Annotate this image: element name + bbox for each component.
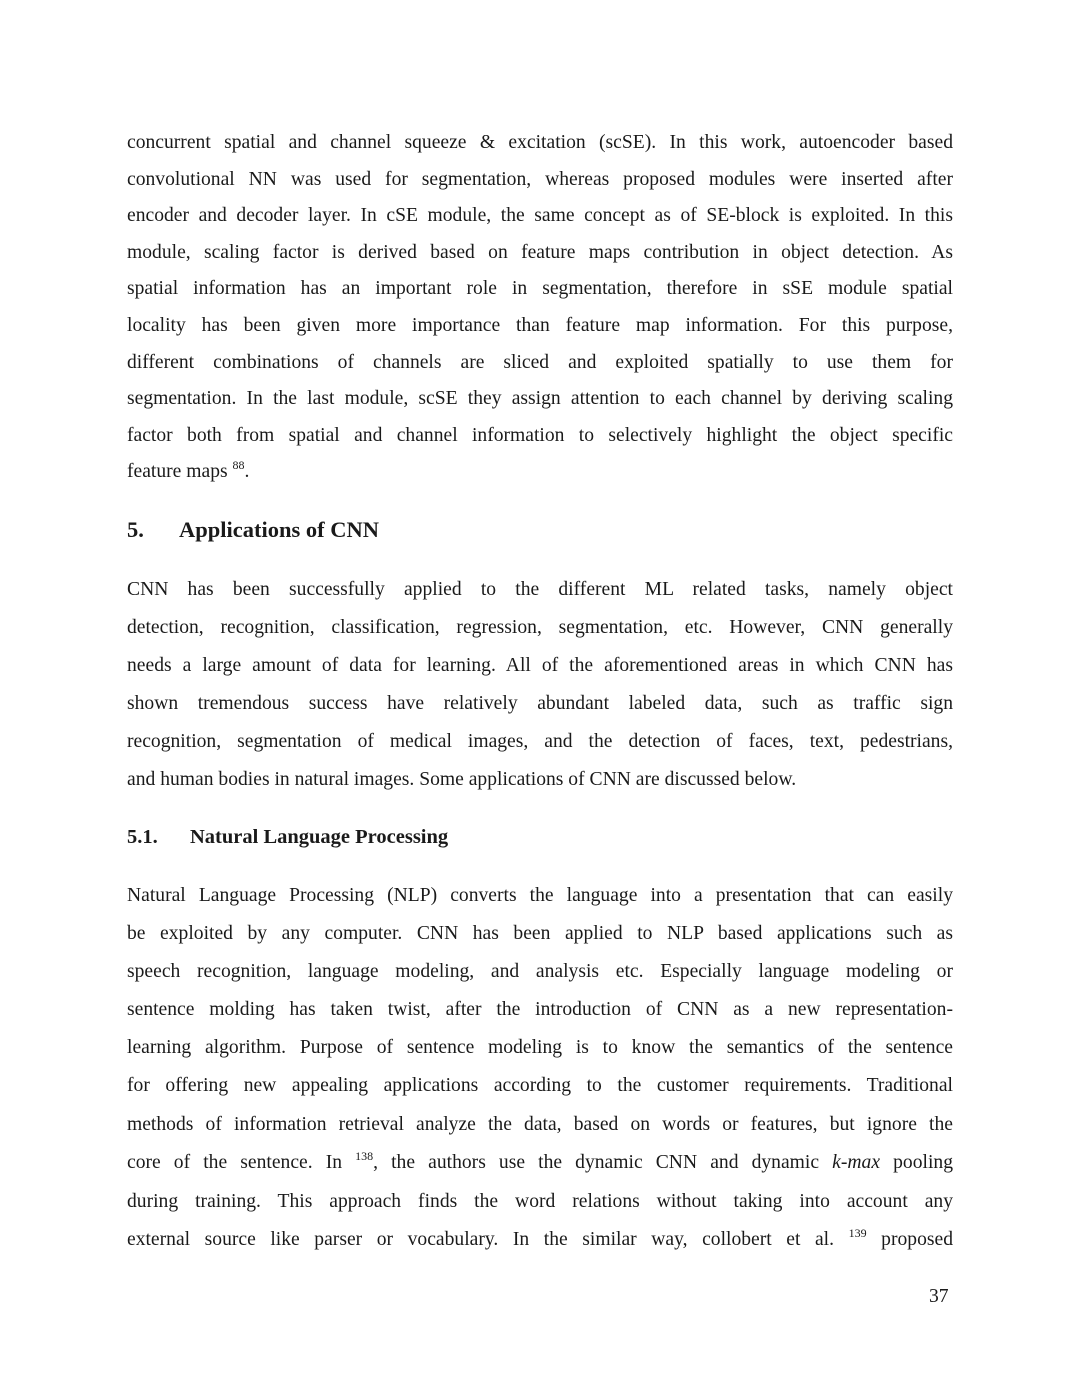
citation-ref[interactable]: 138 xyxy=(355,1148,374,1163)
text-line xyxy=(127,454,953,492)
citation-ref[interactable]: 139 xyxy=(848,1225,867,1240)
subsection-title: Natural Language Processing xyxy=(190,826,449,848)
text-line: methods of information retrieval analyze the data, based on words or features, but ignore the xyxy=(127,1113,953,1135)
text-line: factor both from spatial and channel information to selectively highlight the object specific xyxy=(127,424,953,446)
text-line: shown tremendous success have relatively abundant labeled data, such as traffic sign xyxy=(127,693,953,714)
text-fragment: feature maps xyxy=(127,461,233,483)
paragraph-scse xyxy=(127,125,953,492)
text-line: module, scaling factor is derived based on feature maps contribution in object detection. As xyxy=(127,241,953,263)
text-line xyxy=(127,1221,953,1260)
text-fragment: proposed xyxy=(866,1228,953,1250)
text-line: learning algorithm. Purpose of sentence modeling is to know the semantics of the sentence xyxy=(127,1037,953,1059)
text-line: be exploited by any computer. CNN has been applied to NLP based applications such as xyxy=(127,923,953,945)
paragraph-nlp xyxy=(127,877,953,1260)
text-fragment: pooling xyxy=(880,1151,953,1173)
text-line: locality has been given more importance than feature map information. For this purpose, xyxy=(127,314,953,336)
italic-term: k-max xyxy=(832,1151,881,1173)
text-line: and human bodies in natural images. Some applications of CNN are discussed below. xyxy=(127,769,797,790)
text-line: Natural Language Processing (NLP) converts the language into a presentation that can easily xyxy=(127,885,953,906)
text-line: during training. This approach finds the word relations without taking into account any xyxy=(127,1190,953,1212)
text-line: different combinations of channels are sliced and exploited spatially to use them for xyxy=(127,351,953,373)
text-line: concurrent spatial and channel squeeze & excitation (scSE). In this work, autoencoder based xyxy=(127,132,953,153)
text-line: sentence molding has taken twist, after the introduction of CNN as a new representation- xyxy=(127,999,953,1021)
text-line: speech recognition, language modeling, and analysis etc. Especially language modeling or xyxy=(127,961,953,983)
text-line: recognition, segmentation of medical images, and the detection of faces, text, pedestrians, xyxy=(127,731,953,752)
text-fragment: external source like parser or vocabulary. In the similar way, collobert et al. xyxy=(127,1228,849,1250)
page-number: 37 xyxy=(929,1286,949,1307)
citation-ref[interactable]: 88 xyxy=(232,458,245,473)
subsection-number: 5.1. xyxy=(127,826,158,848)
paragraph-applications xyxy=(127,571,953,799)
text-line: spatial information has an important role in segmentation, therefore in sSE module spatial xyxy=(127,278,953,300)
section-heading-applications xyxy=(127,517,379,543)
text-fragment: . xyxy=(244,461,250,483)
text-fragment: , the authors use the dynamic CNN and dynamic xyxy=(373,1151,833,1173)
text-line: for offering new appealing applications according to the customer requirements. Traditional xyxy=(127,1075,953,1097)
text-line: encoder and decoder layer. In cSE module, the same concept as of SE-block is exploited. In this xyxy=(127,205,953,227)
text-fragment: core of the sentence. In xyxy=(127,1151,356,1173)
text-line: detection, recognition, classification, regression, segmentation, etc. However, CNN generally xyxy=(127,617,953,638)
subsection-heading-nlp xyxy=(127,826,448,849)
section-title: Applications of CNN xyxy=(179,517,380,542)
text-line xyxy=(127,1144,953,1183)
section-number: 5. xyxy=(127,517,144,542)
text-line: segmentation. In the last module, scSE they assign attention to each channel by deriving scaling xyxy=(127,388,953,410)
text-line: CNN has been successfully applied to the different ML related tasks, namely object xyxy=(127,579,953,600)
text-line: convolutional NN was used for segmentation, whereas proposed modules were inserted after xyxy=(127,168,953,190)
text-line: needs a large amount of data for learning. All of the aforementioned areas in which CNN has xyxy=(127,655,953,676)
